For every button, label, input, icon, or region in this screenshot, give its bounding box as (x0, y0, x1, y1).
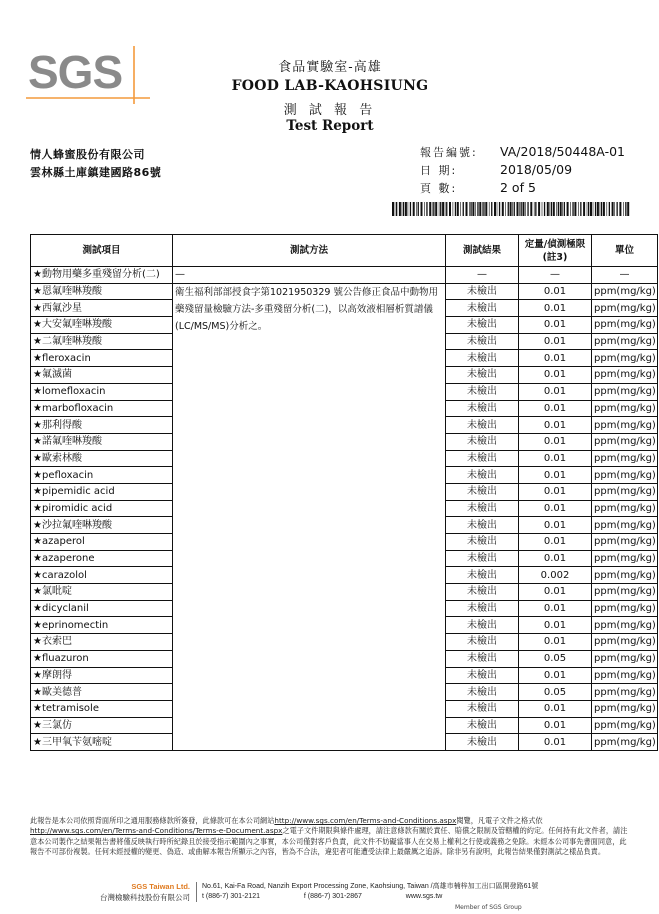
barcode-bar (523, 202, 525, 216)
test-unit: ppm(mg/kg) (592, 417, 658, 434)
test-result: 未檢出 (446, 717, 519, 734)
footer-fax: f (886-7) 301-2867 (303, 893, 362, 900)
test-unit: ppm(mg/kg) (592, 717, 658, 734)
barcode-bar (590, 202, 592, 216)
client-name: 情人蜂蜜股份有限公司 (30, 148, 145, 161)
barcode-bar (535, 202, 536, 216)
test-item: ★dicyclanil (31, 600, 173, 617)
barcode-bar (439, 202, 440, 216)
barcode-bar (609, 202, 610, 216)
test-unit: ppm(mg/kg) (592, 684, 658, 701)
test-limit: 0.01 (519, 717, 592, 734)
test-item: ★fluazuron (31, 650, 173, 667)
barcode-bar (521, 202, 522, 216)
test-item: ★摩朗得 (31, 667, 173, 684)
test-unit: ppm(mg/kg) (592, 617, 658, 634)
barcode-bar (519, 202, 520, 216)
barcode (392, 202, 630, 216)
test-result: 未檢出 (446, 283, 519, 300)
barcode-bar (403, 202, 404, 216)
barcode-bar (432, 202, 433, 216)
test-item: ★西氟沙星 (31, 300, 173, 317)
test-limit: 0.01 (519, 350, 592, 367)
test-result: 未檢出 (446, 450, 519, 467)
barcode-bar (479, 202, 481, 216)
client-address: 雲林縣土庫鎮建國路86號 (30, 166, 162, 179)
barcode-bar (410, 202, 411, 216)
date-label: 日 期: (420, 164, 458, 177)
terms-link[interactable]: http://www.sgs.com/en/Terms-and-Conditions.aspx (274, 816, 457, 825)
e-document-link[interactable]: http://www.sgs.com/en/Terms-and-Conditions/Terms-e-Document.aspx (30, 826, 283, 836)
barcode-bar (424, 202, 425, 216)
test-result: 未檢出 (446, 483, 519, 500)
barcode-bar (442, 202, 444, 216)
barcode-bar (405, 202, 407, 216)
test-limit: 0.01 (519, 483, 592, 500)
barcode-bar (395, 202, 396, 216)
test-result: 未檢出 (446, 650, 519, 667)
table-header-row (31, 235, 658, 267)
barcode-bar (567, 202, 569, 216)
barcode-bar (429, 202, 431, 216)
barcode-bar (499, 202, 500, 216)
barcode-bar (551, 202, 552, 216)
page-value: 2 of 5 (500, 180, 536, 195)
col-header-limit: 定量/偵測極限(註3) (519, 235, 592, 267)
lab-title-zh: 食品實驗室-高雄 (278, 60, 382, 75)
barcode-bar (587, 202, 588, 216)
footnote-text: 此報告是本公司依照背面所印之通用服務條款所簽發，此條款可在本公司網站 (30, 816, 275, 825)
test-item: ★fleroxacin (31, 350, 173, 367)
test-unit: ppm(mg/kg) (592, 517, 658, 534)
test-result: 未檢出 (446, 534, 519, 551)
barcode-bar (449, 202, 451, 216)
test-limit: 0.01 (519, 584, 592, 601)
barcode-bar (435, 202, 437, 216)
barcode-bar (595, 202, 596, 216)
barcode-bar (472, 202, 474, 216)
footnote-text: 之電子文件期限與條件處理，請注意條款有關於責任、賠償之限制及管轄權的約定。任何持有此文件者，請注意本公司製作之結果報告書將僅反映執行時所紀錄且於接受指示範圍內之事實，本公司僅對客戶負責，此文件不妨礙當事人在交易上權利之行使或義務之免除。未經本公司事先書面同意，此報告不可部份複製。任何未經授權的變更、偽造、或曲解本報告所顯示之內容，皆為不合法，違犯者可能遭受法律上最嚴厲之追訴。除非另有說明，此報告結果僅對測試之樣品負責。 (30, 826, 628, 856)
barcode-bar (421, 202, 423, 216)
barcode-bar (525, 202, 526, 216)
test-result: 未檢出 (446, 467, 519, 484)
test-limit: 0.01 (519, 467, 592, 484)
test-item: ★carazolol (31, 567, 173, 584)
barcode-bar (453, 202, 454, 216)
footnote-text: 閱覽，凡電子文件之格式依 (456, 816, 543, 825)
svg-text:SGS: SGS (28, 46, 123, 98)
test-result: 未檢出 (446, 517, 519, 534)
barcode-bar (482, 202, 483, 216)
test-item: ★azaperol (31, 534, 173, 551)
barcode-bar (614, 202, 615, 216)
test-result: 未檢出 (446, 317, 519, 334)
barcode-bar (570, 202, 571, 216)
test-limit: 0.01 (519, 417, 592, 434)
col-header-unit: 單位 (592, 235, 658, 267)
test-unit: ppm(mg/kg) (592, 634, 658, 651)
barcode-bar (544, 202, 545, 216)
barcode-bar (593, 202, 594, 216)
barcode-bar (455, 202, 456, 216)
test-unit: ppm(mg/kg) (592, 534, 658, 551)
report-number-value: VA/2018/50448A-01 (500, 144, 625, 159)
barcode-bar (418, 202, 419, 216)
test-unit: ppm(mg/kg) (592, 667, 658, 684)
barcode-bar (510, 202, 512, 216)
test-result: 未檢出 (446, 300, 519, 317)
test-unit: ppm(mg/kg) (592, 400, 658, 417)
test-result: 未檢出 (446, 400, 519, 417)
report-title-zh: 測 試 報 告 (283, 103, 377, 118)
footer-divider (196, 882, 197, 902)
barcode-bar (625, 202, 626, 216)
test-result: 未檢出 (446, 433, 519, 450)
test-result: 未檢出 (446, 417, 519, 434)
test-limit: 0.01 (519, 433, 592, 450)
test-item: ★歐索林酸 (31, 450, 173, 467)
barcode-bar (600, 202, 601, 216)
test-item: ★tetramisole (31, 700, 173, 717)
barcode-bar (617, 202, 618, 216)
test-item: ★動物用藥多重殘留分析(二) (31, 267, 173, 284)
test-unit: ppm(mg/kg) (592, 300, 658, 317)
test-unit: ppm(mg/kg) (592, 317, 658, 334)
test-limit: 0.01 (519, 700, 592, 717)
col-header-result: 測試結果 (446, 235, 519, 267)
test-limit: 0.01 (519, 617, 592, 634)
barcode-bar (413, 202, 415, 216)
test-item: ★氟滅菌 (31, 367, 173, 384)
test-limit: 0.002 (519, 567, 592, 584)
test-limit: 0.01 (519, 283, 592, 300)
barcode-bar (446, 202, 447, 216)
barcode-bar (477, 202, 478, 216)
table-row (31, 283, 658, 300)
test-limit: 0.01 (519, 734, 592, 751)
barcode-bar (475, 202, 476, 216)
terms-footnote (30, 816, 630, 857)
barcode-bar (514, 202, 515, 216)
report-title-en: Test Report (286, 118, 374, 134)
footer-contact (202, 882, 622, 902)
test-limit: 0.01 (519, 333, 592, 350)
barcode-bar (564, 202, 565, 216)
barcode-bar (603, 202, 605, 216)
test-item: ★歐美德普 (31, 684, 173, 701)
test-method: — (173, 267, 446, 284)
test-limit: 0.01 (519, 383, 592, 400)
test-unit: ppm(mg/kg) (592, 650, 658, 667)
barcode-bar (463, 202, 464, 216)
test-unit: ppm(mg/kg) (592, 433, 658, 450)
footer-member: Member of SGS Group (455, 904, 522, 911)
test-item: ★沙拉氟喹啉羧酸 (31, 517, 173, 534)
barcode-bar (547, 202, 549, 216)
barcode-bar (433, 202, 434, 216)
test-result: 未檢出 (446, 367, 519, 384)
test-limit: 0.01 (519, 667, 592, 684)
barcode-bar (502, 202, 504, 216)
barcode-bar (583, 202, 585, 216)
test-limit: 0.01 (519, 600, 592, 617)
barcode-bar (619, 202, 621, 216)
test-item: ★諾氟喹啉羧酸 (31, 433, 173, 450)
barcode-bar (542, 202, 543, 216)
test-limit: 0.01 (519, 534, 592, 551)
test-item: ★氯吡啶 (31, 584, 173, 601)
barcode-bar (527, 202, 528, 216)
barcode-bar (457, 202, 459, 216)
test-method-description: 衛生福利部部授食字第1021950329 號公告修正食品中動物用藥殘留量檢驗方法-多重殘留分析(二)，以高效液相層析質譜儀(LC/MS/MS)分析之。 (173, 283, 446, 750)
test-result: 未檢出 (446, 734, 519, 751)
barcode-bar (445, 202, 446, 216)
test-result: 未檢出 (446, 383, 519, 400)
test-item: ★恩氟喹啉羧酸 (31, 283, 173, 300)
barcode-bar (426, 202, 427, 216)
test-result: 未檢出 (446, 333, 519, 350)
barcode-bar (489, 202, 490, 216)
barcode-bar (558, 202, 559, 216)
test-result: 未檢出 (446, 500, 519, 517)
test-unit: ppm(mg/kg) (592, 350, 658, 367)
test-result: 未檢出 (446, 567, 519, 584)
test-limit: 0.01 (519, 367, 592, 384)
barcode-bar (550, 202, 551, 216)
barcode-bar (534, 202, 535, 216)
footer-web[interactable]: www.sgs.tw (405, 893, 443, 900)
test-limit: 0.01 (519, 450, 592, 467)
test-item: ★二氟喹啉羧酸 (31, 333, 173, 350)
test-limit: 0.01 (519, 550, 592, 567)
page-label: 頁 數: (420, 182, 458, 195)
barcode-bar (469, 202, 470, 216)
test-result: 未檢出 (446, 617, 519, 634)
barcode-bar (572, 202, 573, 216)
barcode-bar (505, 202, 506, 216)
footer-company-cn: 台灣檢驗科技股份有限公司 (100, 893, 190, 902)
test-unit: ppm(mg/kg) (592, 333, 658, 350)
test-limit: 0.01 (519, 400, 592, 417)
test-unit: ppm(mg/kg) (592, 483, 658, 500)
barcode-bar (601, 202, 602, 216)
test-item: ★三甲氧苄氨嘧啶 (31, 734, 173, 751)
barcode-bar (562, 202, 563, 216)
footer-address: No.61, Kai-Fa Road, Nanzih Export Processing Zone, Kaohsiung, Taiwan /高雄市楠梓加工出口區開發路61號 (202, 883, 539, 890)
barcode-bar (597, 202, 599, 216)
test-unit: ppm(mg/kg) (592, 700, 658, 717)
barcode-bar (560, 202, 562, 216)
test-item: ★lomefloxacin (31, 383, 173, 400)
test-result: 未檢出 (446, 684, 519, 701)
barcode-bar (553, 202, 555, 216)
barcode-bar (408, 202, 409, 216)
barcode-bar (483, 202, 484, 216)
barcode-bar (402, 202, 403, 216)
barcode-bar (517, 202, 519, 216)
barcode-bar (627, 202, 629, 216)
test-item: ★marbofloxacin (31, 400, 173, 417)
test-unit: ppm(mg/kg) (592, 467, 658, 484)
barcode-bar (491, 202, 492, 216)
footer-tel: t (886-7) 301-2121 (202, 893, 260, 900)
test-unit: ppm(mg/kg) (592, 584, 658, 601)
test-item: ★azaperone (31, 550, 173, 567)
test-unit: ppm(mg/kg) (592, 600, 658, 617)
barcode-bar (494, 202, 496, 216)
footer-company (50, 882, 190, 903)
footer-brand: SGS Taiwan Ltd. (131, 882, 190, 891)
test-result: 未檢出 (446, 634, 519, 651)
test-result: 未檢出 (446, 600, 519, 617)
barcode-bar (578, 202, 579, 216)
test-item: ★eprinomectin (31, 617, 173, 634)
barcode-bar (392, 202, 394, 216)
test-unit: ppm(mg/kg) (592, 567, 658, 584)
test-limit: 0.01 (519, 317, 592, 334)
barcode-bar (612, 202, 614, 216)
barcode-bar (512, 202, 513, 216)
test-limit: 0.01 (519, 634, 592, 651)
report-number-label: 報告編號: (420, 146, 478, 159)
barcode-bar (530, 202, 532, 216)
test-item: ★大安氟喹啉羧酸 (31, 317, 173, 334)
sgs-logo (26, 46, 150, 104)
test-result: 未檢出 (446, 700, 519, 717)
date-value: 2018/05/09 (500, 162, 573, 177)
test-result: — (446, 267, 519, 284)
lab-title-en: FOOD LAB-KAOHSIUNG (231, 78, 429, 94)
test-unit: ppm(mg/kg) (592, 383, 658, 400)
barcode-bar (485, 202, 487, 216)
test-unit: ppm(mg/kg) (592, 283, 658, 300)
test-result: 未檢出 (446, 350, 519, 367)
barcode-bar (416, 202, 417, 216)
test-unit: — (592, 267, 658, 284)
col-header-method: 測試方法 (173, 235, 446, 267)
test-limit: 0.01 (519, 300, 592, 317)
barcode-bar (396, 202, 397, 216)
test-unit: ppm(mg/kg) (592, 550, 658, 567)
barcode-bar (399, 202, 401, 216)
barcode-bar (556, 202, 557, 216)
test-limit: 0.01 (519, 517, 592, 534)
col-header-item: 測試項目 (31, 235, 173, 267)
test-result: 未檢出 (446, 584, 519, 601)
barcode-bar (466, 202, 468, 216)
test-item: ★pefloxacin (31, 467, 173, 484)
test-item: ★那利得酸 (31, 417, 173, 434)
barcode-bar (508, 202, 509, 216)
barcode-bar (497, 202, 498, 216)
test-item: ★piromidic acid (31, 500, 173, 517)
test-result: 未檢出 (446, 667, 519, 684)
barcode-bar (460, 202, 461, 216)
barcode-bar (580, 202, 581, 216)
test-limit: 0.05 (519, 650, 592, 667)
test-limit: 0.05 (519, 684, 592, 701)
barcode-bar (470, 202, 471, 216)
test-item: ★衣索巴 (31, 634, 173, 651)
barcode-bar (440, 202, 441, 216)
barcode-bar (574, 202, 576, 216)
barcode-bar (607, 202, 608, 216)
barcode-bar (588, 202, 589, 216)
test-unit: ppm(mg/kg) (592, 367, 658, 384)
results-table (30, 234, 658, 751)
test-unit: ppm(mg/kg) (592, 500, 658, 517)
test-unit: ppm(mg/kg) (592, 450, 658, 467)
test-item: ★pipemidic acid (31, 483, 173, 500)
test-result: 未檢出 (446, 550, 519, 567)
test-limit: — (519, 267, 592, 284)
barcode-bar (623, 202, 624, 216)
barcode-bar (538, 202, 540, 216)
test-unit: ppm(mg/kg) (592, 734, 658, 751)
test-limit: 0.01 (519, 500, 592, 517)
test-item: ★三氯仿 (31, 717, 173, 734)
table-row (31, 267, 658, 284)
